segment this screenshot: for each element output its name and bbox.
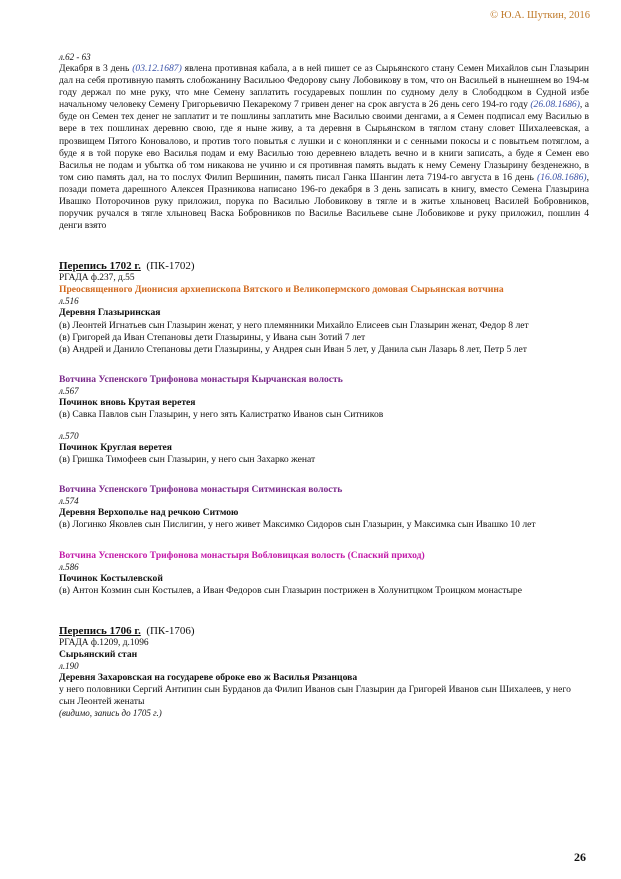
estate-heading: Преосвященного Дионисия архиепископа Вятского и Великопермского домовая Сырьянская вотчина <box>59 284 504 296</box>
text-segment: , а буде он Семен тех денег не заплатит и те пошлины заплатить мне Василью своими денгами, а я Семен подписал ему Василью в верe в тех пошлинах деревню свою, где я ныне живу, а та деревня в Сырьянском в тяглом стану словет Шихалеевская, а прозвищем Пятого Коновалово, и против того повытья с лушки и с коноплянки и с сенными покосы и с повытьем потяглом, а буде я в той поруке ево Василья подам и ему Василью тою деревнею владеть вечно и в книги записать, а буде я Семен ево Василья не подам и убытка об том никакова не учиню и ся противная память выдать к нему Семену Глазырину безденежно, в том сию память дал, на то послух Филип Вершинин, память писал Ганка Шангин лета 7194-го августа в 16 день <box>59 99 589 183</box>
folio-ref: л.190 <box>59 660 79 671</box>
household-line: (в) Савка Павлов сын Глазырин, у него зять Калистратко Иванов сын Ситников <box>59 408 384 420</box>
stan-name: Сырьянский стан <box>59 648 138 660</box>
census-code: (ПК-1706) <box>146 624 195 637</box>
household-line: у него половники Сергий Антипин сын Бурданов да Филип Иванов сын Глазырин да Григорей Иванов сын Шихалеев, у него сын Леонтей женаты <box>59 684 571 708</box>
archive-ref: РГАДА ф.1209, д.1096 <box>59 637 149 648</box>
text-segment: , позади помета дарешного Алексея Празникова написано 196-го декабря в 3 день записать в книгу, вместо Семена Глазырина Ивашко Поторочинов руку приложил, порука по Василью Лобовикову в тягле и в житье хлыновец Василей Бобровников, поручик ручался в тягле хлыновец Васка Бобровников по Василье Васильеве сыне Лобовикове и руку приложил, пошлин 4 денги взято <box>59 171 589 232</box>
kabala-paragraph <box>59 63 589 232</box>
household-line: (в) Гришка Тимофеев сын Глазырин, у него сын Захарко женат <box>59 454 316 466</box>
census-1706-heading <box>59 625 589 638</box>
copyright-notice: © Ю.А. Шуткин, 2016 <box>490 10 590 21</box>
village-name: Починок Костылевской <box>59 572 163 584</box>
census-1702-heading <box>59 260 589 273</box>
text-segment: явлена противная кабала, а в ней пишет се аз Сырьянского стану Семен Михайлов сын Глазырин дал на себя противную память слобожанину Васильюо Федорову сыну Лобовикову в том, что он Васильей в нынешнем во 194-м году держал по мне руку, что мне Семену заплатить государевых пошлин по судному делу в Слободцком в Судной избе начальному человеку Семену Григорьевичю Пекарекому 7 гривен денег на срок августа в 26 день сего 194-го году <box>59 63 589 111</box>
household-line: (в) Леонтей Игнатьев сын Глазырин женат, у него племянники Михайло Елисеев сын Глазырин женат, Федор 8 лет <box>59 319 529 331</box>
editor-note: (видимо, запись до 1705 г.) <box>59 708 162 719</box>
village-name: Починок вновь Крутая веретея <box>59 396 196 408</box>
folio-ref: л.574 <box>59 496 79 507</box>
village-name: Деревня Захаровская на государеве оброке ево ж Василья Рязанцова <box>59 671 358 683</box>
household-line: (в) Григорей да Иван Степановы дети Глазырины, у Ивана сын Зотий 7 лет <box>59 331 366 343</box>
estate-heading: Вотчина Успенского Трифонова монастыря Ситминская волость <box>59 484 343 496</box>
estate-heading: Вотчина Успенского Трифонова монастыря Вобловицкая волость (Спаский приход) <box>59 549 425 561</box>
census-code: (ПК-1702) <box>146 260 195 273</box>
census-title: Перепись 1706 г. <box>59 624 141 637</box>
date-annotation: (26.08.1686) <box>530 99 580 111</box>
census-title: Перепись 1702 г. <box>59 260 141 273</box>
archive-ref: РГАДА ф.237, д.55 <box>59 273 135 284</box>
village-name: Деревня Верхополье над речкою Ситмою <box>59 507 239 519</box>
village-name: Деревня Глазыринская <box>59 307 161 319</box>
text-segment: Декабря в 3 день <box>59 63 133 74</box>
folio-ref: л.567 <box>59 385 79 396</box>
folio-ref: л.516 <box>59 296 79 307</box>
folio-ref: л.586 <box>59 561 79 572</box>
date-annotation: (16.08.1686) <box>537 171 587 183</box>
household-line: (в) Андрей и Данилo Степановы дети Глазырины, у Андрея сын Иван 5 лет, у Данила сын Лазарь 8 лет, Петр 5 лет <box>59 343 527 355</box>
village-name: Починок Круглая веретея <box>59 442 172 454</box>
folio-ref: л.570 <box>59 431 79 442</box>
household-line: (в) Антон Козмин сын Костылев, а Иван Федоров сын Глазырин пострижен в Холунитцком Троицком монастыре <box>59 584 522 596</box>
estate-heading: Вотчина Успенского Трифонова монастыря Кырчанская волость <box>59 373 343 385</box>
date-annotation: (03.12.1687) <box>132 63 182 74</box>
document-body <box>59 52 589 719</box>
page-number: 26 <box>574 850 586 864</box>
household-line: (в) Логинко Яковлев сын Пислигин, у него живет Максимко Сидоров сын Глазырин, у Максимка сын Ивашко 10 лет <box>59 519 536 531</box>
folio-ref: л.62 - 63 <box>59 52 91 62</box>
